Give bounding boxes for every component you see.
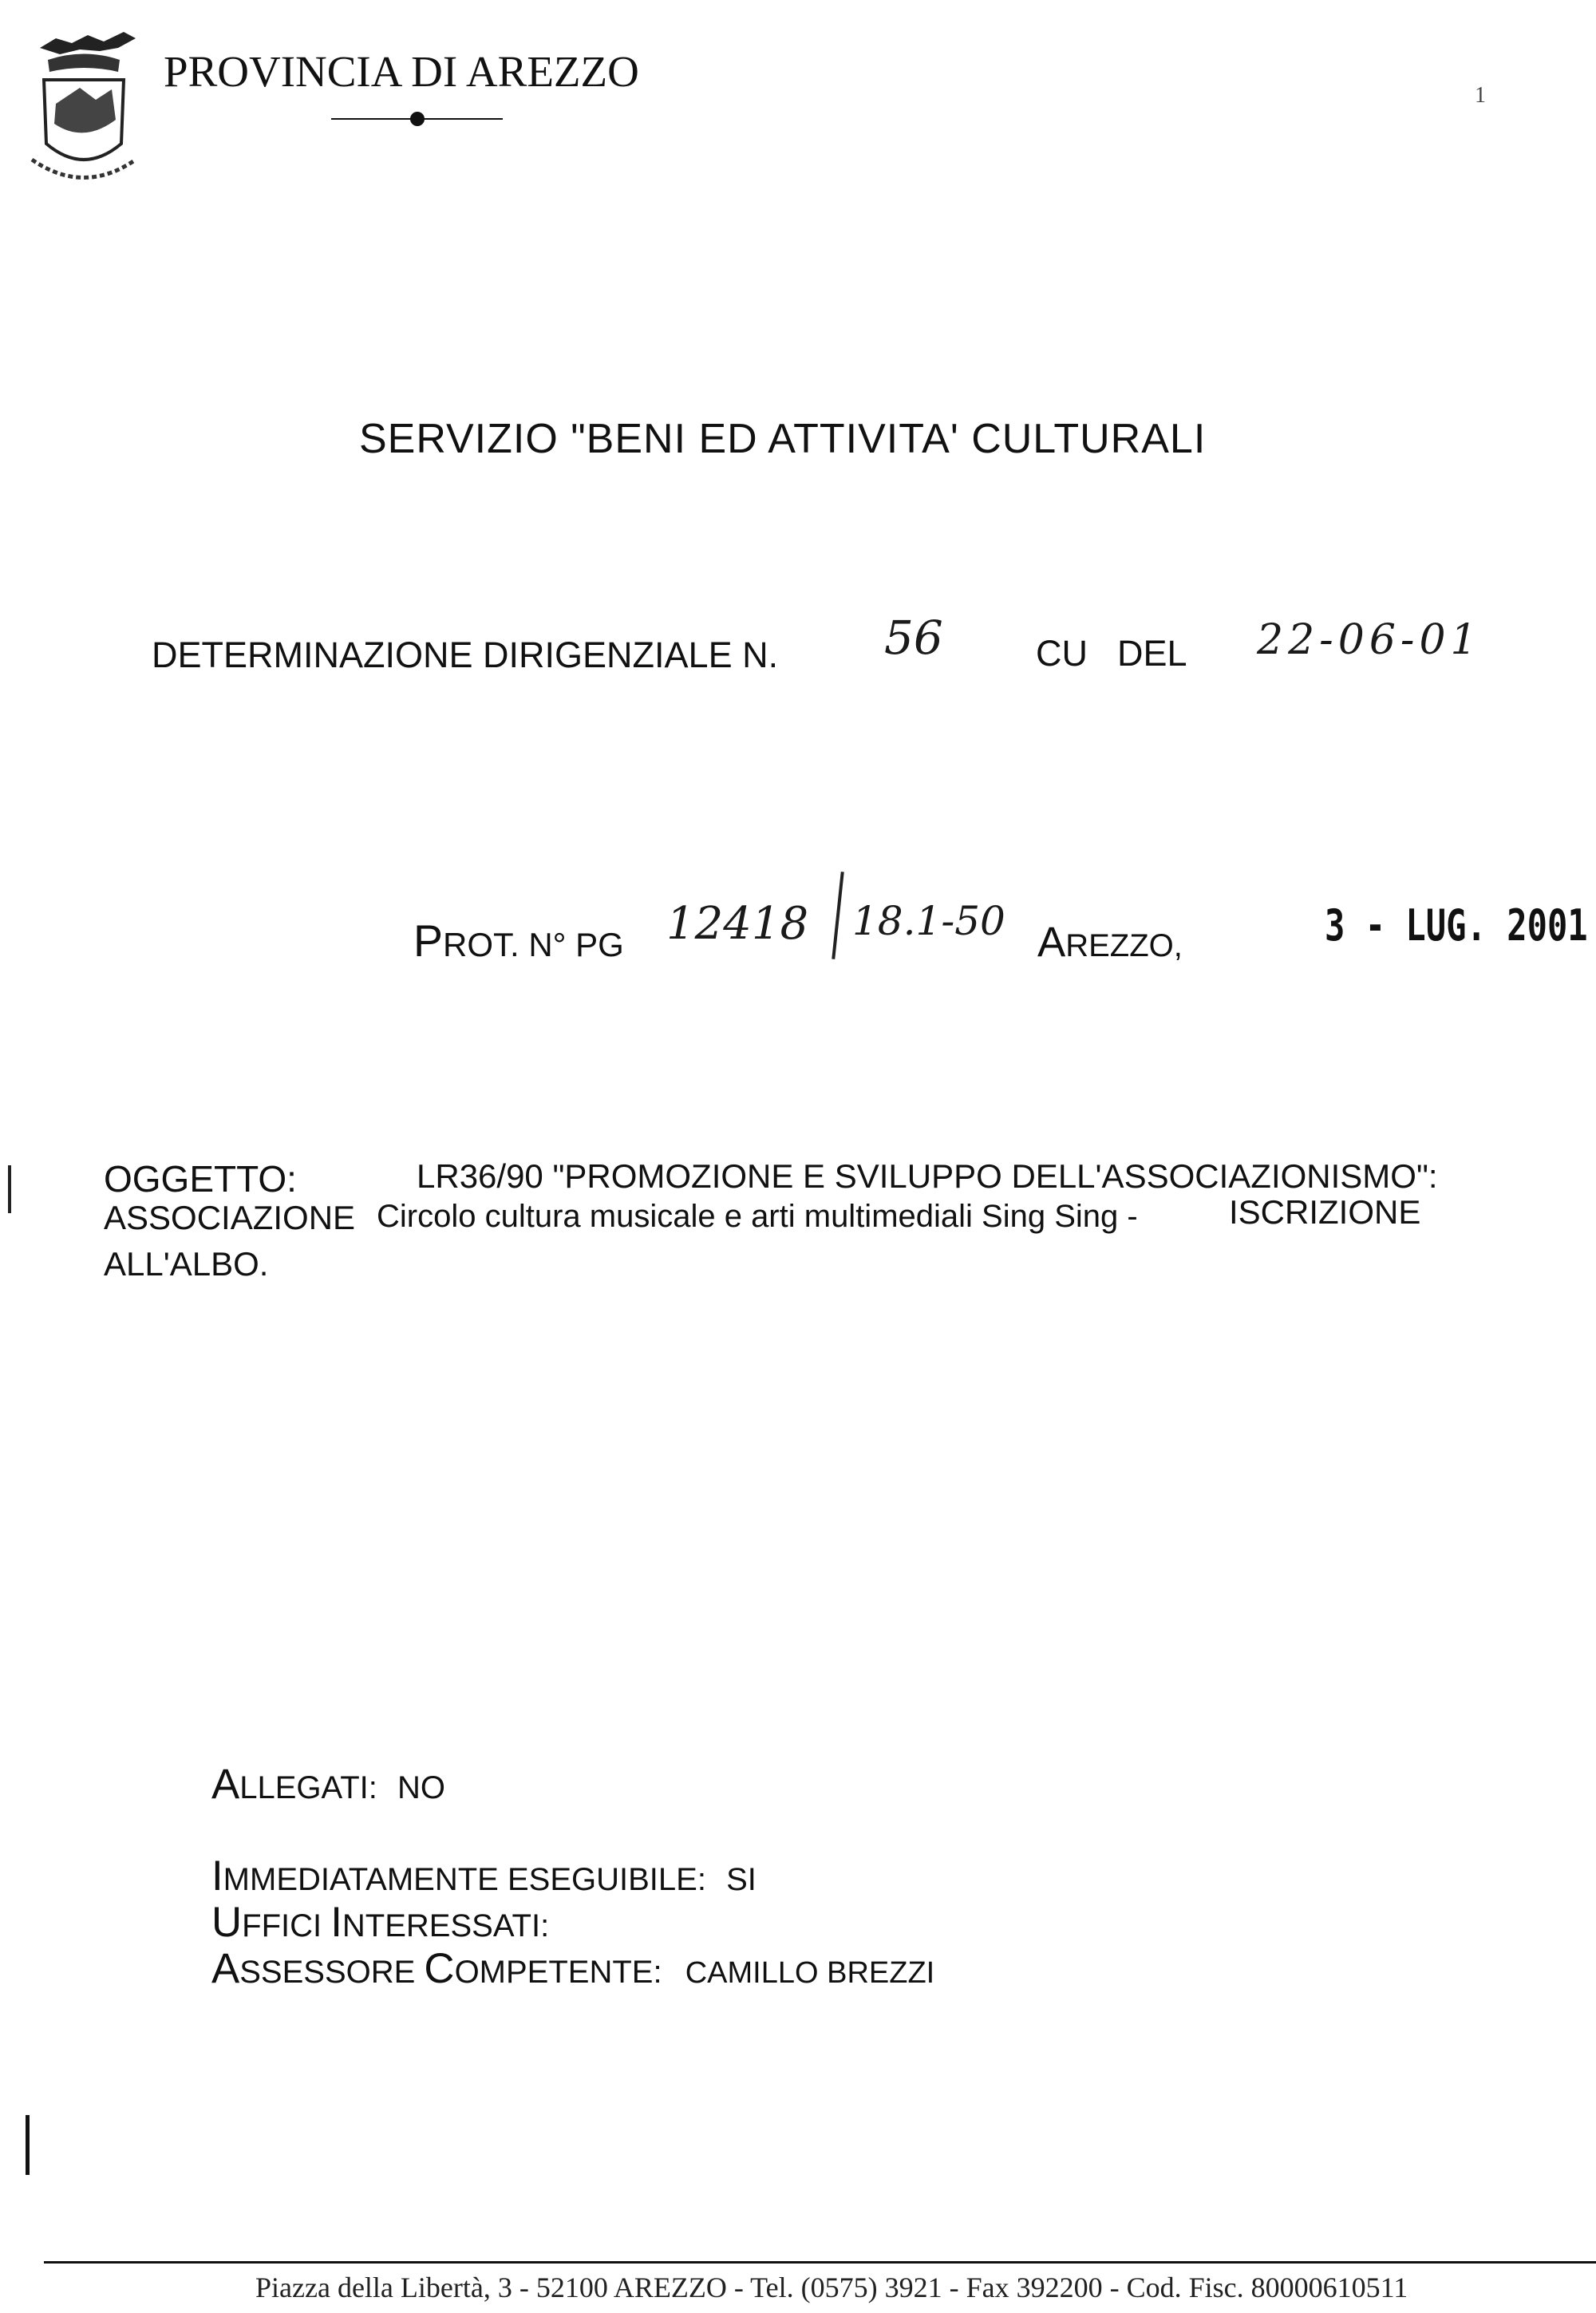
service-title: SERVIZIO "BENI ED ATTIVITA' CULTURALI — [359, 416, 1207, 462]
protocol-label-initial: P — [413, 916, 443, 966]
subject-line-2a: ASSOCIAZIONE — [104, 1199, 356, 1236]
determination-label: DETERMINAZIONE DIRIGENZIALE N. — [152, 635, 779, 675]
allegati-initial: A — [211, 1761, 240, 1808]
protocol-label — [413, 915, 624, 967]
protocol-label-rest: ROT. — [442, 926, 519, 963]
immediately-executable-row — [211, 1852, 757, 1900]
immediately-executable-label: MMEDIATAMENTE ESEGUIBILE: — [223, 1862, 706, 1897]
margin-mark-top — [8, 1165, 11, 1213]
province-emblem — [24, 24, 144, 192]
subject-label: OGGETTO: — [104, 1158, 297, 1200]
determination-date: 22-06-01 — [1257, 616, 1482, 664]
province-name: PROVINCIA DI AREZZO — [164, 47, 639, 96]
margin-mark-bottom — [26, 2115, 30, 2175]
immediately-executable-value: SI — [726, 1862, 757, 1897]
subject-line-2c: ISCRIZIONE — [1229, 1193, 1421, 1231]
offices-row — [211, 1898, 549, 1947]
header-divider-dot — [410, 112, 425, 126]
offices-label-2: NTERESSATI: — [342, 1908, 550, 1943]
city-label-initial: A — [1037, 919, 1066, 966]
assessor-label-2: OMPETENTE: — [454, 1955, 662, 1990]
protocol-slash — [832, 872, 843, 959]
subject-line-1: LR36/90 "PROMOZIONE E SVILUPPO DELL'ASSOCIAZIONISMO": — [417, 1157, 1438, 1195]
assessor-row — [211, 1944, 934, 1993]
offices-initial-1: U — [211, 1899, 243, 1946]
city-label-rest: REZZO, — [1065, 928, 1183, 963]
subject-line-3: ALL'ALBO. — [104, 1245, 269, 1283]
allegati-row — [211, 1760, 445, 1809]
immediately-executable-initial: I — [211, 1852, 223, 1900]
offices-initial-2: I — [330, 1899, 342, 1946]
assessor-initial-2: C — [424, 1945, 455, 1992]
allegati-label: LLEGATI: — [239, 1770, 377, 1805]
footer-address: Piazza della Libertà, 3 - 52100 AREZZO - Tel. (0575) 3921 - Fax 392200 - Cod. Fisc. 80000610511 — [255, 2271, 1408, 2303]
protocol-n-label: N° PG — [528, 926, 624, 963]
protocol-classification: 18.1-50 — [852, 898, 1005, 944]
allegati-value: NO — [397, 1770, 445, 1805]
page-marker: 1 — [1475, 83, 1486, 108]
date-stamp: 3 - LUG. 2001 — [1325, 900, 1588, 951]
assessor-label-1: SSESSORE — [239, 1955, 416, 1990]
assessor-initial-1: A — [211, 1945, 240, 1992]
determination-number: 56 — [884, 611, 943, 665]
del-label: DEL — [1117, 633, 1187, 674]
subject-line-2b: Circolo cultura musicale e arti multimediali Sing Sing - — [377, 1199, 1138, 1234]
protocol-number: 12418 — [666, 898, 809, 950]
offices-label-1: FFICI — [242, 1908, 322, 1943]
city-label — [1037, 918, 1183, 967]
determination-code: CU — [1036, 633, 1088, 674]
assessor-value: CAMILLO BREZZI — [685, 1956, 935, 1990]
footer-rule — [44, 2261, 1596, 2264]
